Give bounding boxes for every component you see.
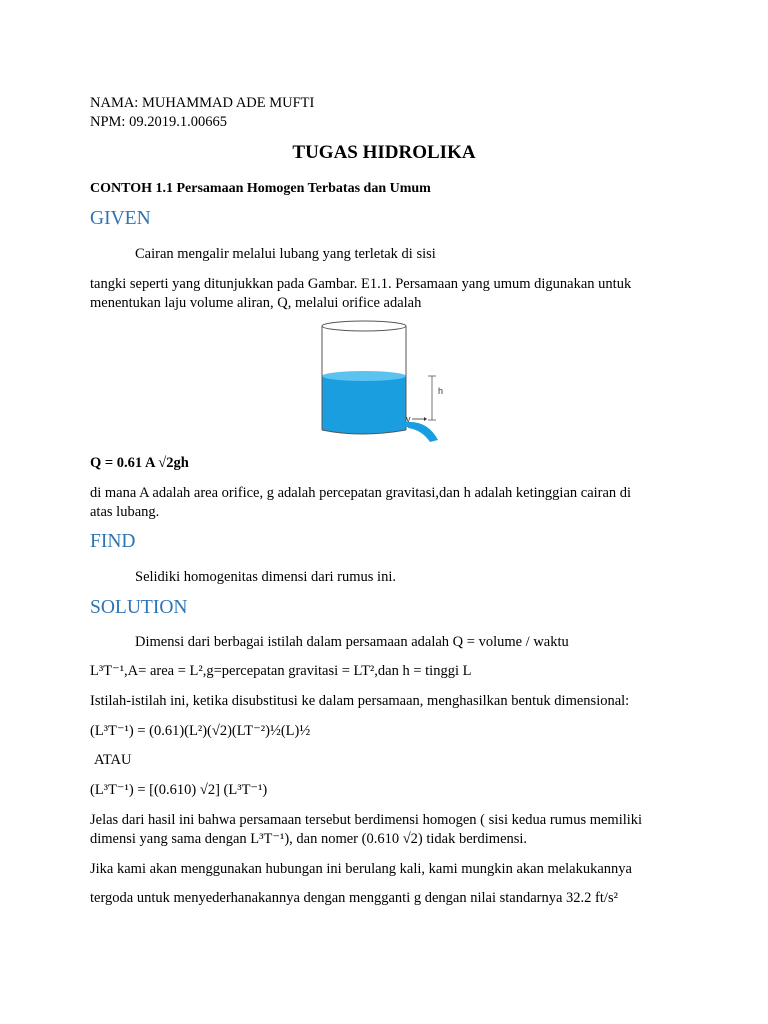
or-label: ATAU: [94, 752, 132, 768]
solution-line-10: tergoda untuk menyederhanakannya dengan mengganti g dengan nilai standarnya 32.2 ft/s²: [90, 890, 618, 906]
dimensional-equation-1: (L³T⁻¹) = (0.61)(L²)(√2)(LT⁻²)½(L)½: [90, 723, 311, 739]
orifice-equation: Q = 0.61 A √2gh: [90, 455, 189, 471]
solution-heading: SOLUTION: [90, 597, 188, 618]
solution-line-3: Istilah-istilah ini, ketika disubstitusi ke dalam persamaan, menghasilkan bentuk dimensional:: [90, 693, 630, 709]
tank-diagram: [316, 318, 452, 444]
student-npm: NPM: 09.2019.1.00665: [90, 114, 227, 130]
water-jet: [408, 422, 438, 442]
solution-line-2: L³T⁻¹,A= area = L²,g=percepatan gravitasi = LT²,dan h = tinggi L: [90, 663, 472, 679]
given-line-2: tangki seperti yang ditunjukkan pada Gambar. E1.1. Persamaan yang umum digunakan untuk: [90, 276, 632, 292]
given-heading: GIVEN: [90, 208, 151, 229]
solution-line-9: Jika kami akan menggunakan hubungan ini berulang kali, kami mungkin akan melakukannya: [90, 861, 632, 877]
find-line-1: Selidiki homogenitas dimensi dari rumus ini.: [135, 569, 396, 585]
document-title: TUGAS HIDROLIKA: [292, 142, 476, 163]
given-after-line-2: atas lubang.: [90, 504, 160, 520]
student-name: NAMA: MUHAMMAD ADE MUFTI: [90, 95, 315, 111]
solution-line-8: dimensi yang sama dengan L³T⁻¹), dan nomer (0.610 √2) tidak berdimensi.: [90, 831, 528, 847]
given-after-line-1: di mana A adalah area orifice, g adalah percepatan gravitasi,dan h adalah ketinggian cairan di: [90, 485, 632, 501]
given-line-3: menentukan laju volume aliran, Q, melalui orifice adalah: [90, 295, 422, 311]
dimensional-equation-2: (L³T⁻¹) = [(0.610) √2] (L³T⁻¹): [90, 782, 268, 798]
water-surface: [322, 371, 406, 381]
height-label: h: [438, 386, 444, 396]
find-heading: FIND: [90, 531, 136, 552]
velocity-label: v: [406, 414, 411, 424]
water-body: [322, 376, 406, 434]
solution-line-7: Jelas dari hasil ini bahwa persamaan tersebut berdimensi homogen ( sisi kedua rumus memiliki: [90, 812, 643, 828]
tank-figure: [316, 318, 452, 444]
velocity-arrowhead: [424, 417, 427, 421]
example-heading: CONTOH 1.1 Persamaan Homogen Terbatas dan Umum: [90, 181, 431, 196]
solution-line-1: Dimensi dari berbagai istilah dalam persamaan adalah Q = volume / waktu: [135, 634, 569, 650]
given-line-1: Cairan mengalir melalui lubang yang terletak di sisi: [135, 246, 436, 262]
tank-rim: [322, 321, 406, 331]
